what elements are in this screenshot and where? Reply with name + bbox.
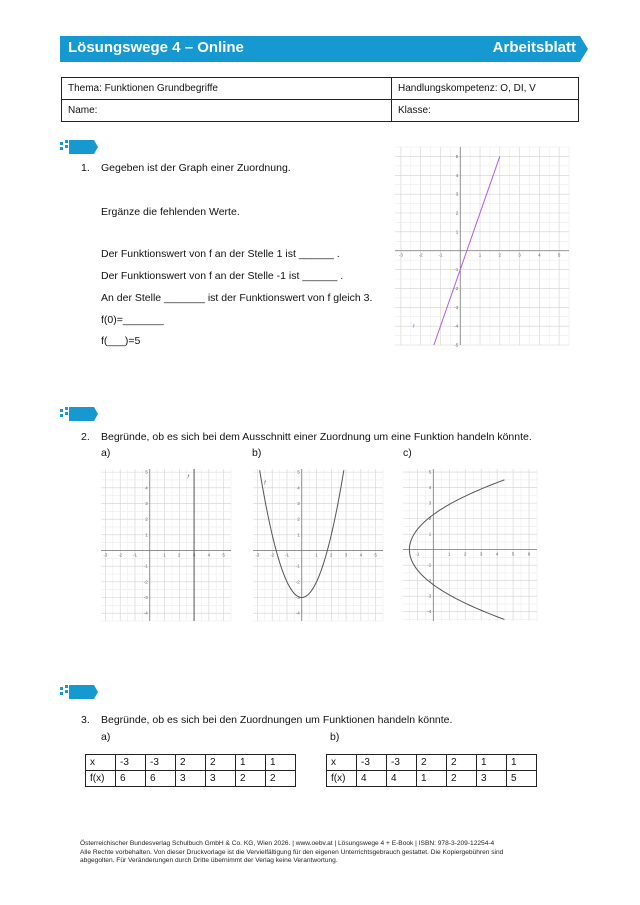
table-cell: 6 [116,771,146,787]
tick-label: 2 [463,551,467,557]
tick-label: 2 [178,552,181,558]
footer [80,840,560,866]
tick-label: -2 [427,578,432,584]
tick-label: 2 [145,516,148,522]
tick-label: 4 [297,485,300,491]
tick-label: 5 [222,552,225,558]
table-cell: 2 [417,755,447,771]
tick-label: 5 [428,469,432,475]
tick-label: 2 [297,516,300,522]
tick-label: -1 [284,552,289,558]
tick-label: 4 [495,551,499,557]
tick-label: 6 [527,551,531,557]
tick-label: -5 [454,342,459,348]
grid [101,469,231,621]
tick-label: 5 [511,551,515,557]
tick-label: -1 [454,267,459,273]
table-row [327,771,537,787]
task-2-graph-a [98,466,234,624]
table-cell: 4 [387,771,417,787]
tick-label: 4 [207,552,211,558]
task-1-graph [392,144,572,348]
table-cell: 3 [176,771,206,787]
task-2-label-c: c) [403,447,412,459]
tick-label: 2 [428,516,432,522]
tick-label: -1 [415,551,420,557]
table-cell: 1 [236,755,266,771]
table-cell: 1 [266,755,296,771]
curve-label: f [412,324,415,331]
tick-label: 1 [478,252,482,258]
tick-label: -3 [295,594,300,600]
tick-label: -4 [454,323,459,329]
table-cell: 3 [477,771,507,787]
tick-label: 5 [557,252,561,258]
tick-label: -2 [454,285,459,291]
task-2-graph-b [250,466,386,624]
tick-label: 1 [455,229,459,235]
tick-label: -4 [295,610,300,616]
table-cell: 1 [477,755,507,771]
task-1-line-3: An der Stelle _______ ist der Funktionswert von f gleich 3. [101,292,373,304]
tick-label: -3 [103,552,108,558]
tick-label: -2 [295,579,300,585]
table-cell: 1 [507,755,537,771]
section-marker-2 [60,407,98,421]
competence-cell: Handlungskompetenz: O, DI, V [392,78,579,100]
task-1-line-2: Der Funktionswert von f an der Stelle -1 ist ______ . [101,270,344,282]
tick-label: -3 [143,594,148,600]
tick-label: 3 [518,252,521,258]
name-field[interactable]: Name: [62,100,392,122]
tick-label: 3 [344,552,348,558]
tick-label: 5 [374,552,377,558]
table-cell: 3 [206,771,236,787]
tick-label: 3 [192,552,196,558]
tick-label: 4 [145,485,148,491]
tick-label: 1 [315,552,318,558]
tick-label: 3 [455,191,459,197]
tick-label: -3 [398,252,403,258]
tick-label: -1 [427,562,432,568]
table-row [86,755,296,771]
grid [395,147,569,345]
tick-label: -1 [438,252,443,258]
table-cell: 5 [507,771,537,787]
table-cell: 4 [357,771,387,787]
tick-label: -3 [255,552,260,558]
tick-label: 4 [428,485,432,491]
tick-label: -4 [427,609,432,615]
task-1-line-4: f(0)=_______ [101,314,164,326]
info-table [61,77,579,122]
tick-label: 5 [455,153,459,159]
task-1-number: 1. [81,162,90,174]
task-3-label-a: a) [101,731,111,743]
task-2-number: 2. [81,431,90,443]
footer-line-1: Österreichischer Bundesverlag Schulbuch GmbH & Co. KG, Wien 2026. | www.oebv.at | Lösungswege 4 + E-Book | ISBN: 978-3-209-12254-4 [80,840,495,847]
tick-label: 3 [297,500,300,506]
table-row [327,755,537,771]
tick-label: -2 [418,252,423,258]
task-1-line-5: f(___)=5 [101,335,141,347]
tick-label: 4 [455,172,459,178]
table-cell: -3 [357,755,387,771]
tick-label: -3 [454,304,459,310]
tick-label: -1 [143,563,148,569]
tick-label: 5 [145,469,148,475]
table-cell: -3 [146,755,176,771]
table-row [86,771,296,787]
table-cell: 2 [176,755,206,771]
task-2-text: Begründe, ob es sich bei dem Ausschnitt einer Zuordnung um eine Funktion handeln könnte. [101,431,532,443]
tick-label: -3 [427,593,432,599]
tick-label: 3 [428,500,432,506]
table-cell: 2 [447,771,477,787]
tick-label: 5 [297,469,300,475]
table-cell: 6 [146,771,176,787]
tick-label: 4 [538,252,541,258]
tick-label: 3 [145,500,148,506]
class-field[interactable]: Klasse: [392,100,579,122]
tick-label: 1 [297,532,300,538]
task-1-text: Gegeben ist der Graph einer Zuordnung. [101,162,291,174]
task-3-number: 3. [81,714,90,726]
tick-label: 2 [498,252,502,258]
tick-label: -2 [270,552,275,558]
table-cell: -3 [387,755,417,771]
tick-label: 1 [163,552,166,558]
tick-label: 2 [455,210,459,216]
tick-label: -1 [132,552,137,558]
tick-label: 1 [448,551,451,557]
table-cell: 2 [266,771,296,787]
table-cell: 2 [206,755,236,771]
task-1-instruction: Ergänze die fehlenden Werte. [101,206,240,218]
section-marker-3 [60,685,98,699]
header-banner [60,36,588,62]
task-2-label-a: a) [101,447,111,459]
tick-label: 4 [359,552,363,558]
tick-label: 3 [479,551,483,557]
tick-label: -2 [118,552,123,558]
task-3-label-b: b) [330,731,340,743]
sheet-type: Arbeitsblatt [492,39,576,56]
table-cell: 1 [417,771,447,787]
table-cell: 2 [447,755,477,771]
tick-label: 1 [428,531,432,537]
table-a-fx-header: f(x) [86,771,116,787]
table-a-x-header: x [86,755,116,771]
section-marker-1 [60,140,98,154]
table-cell: -3 [116,755,146,771]
topic-cell: Thema: Funktionen Grundbegriffe [62,78,392,100]
book-title: Lösungswege 4 – Online [68,39,244,56]
table-b-x-header: x [327,755,357,771]
curve-label: f [264,480,266,487]
tick-label: 2 [330,552,333,558]
task-2-label-b: b) [252,447,262,459]
footer-line-2: Alle Rechte vorbehalten. Von dieser Druckvorlage ist die Vervielfältigung für den eigenen Unterrichtsgebrauch gestattet. Die Kopiergebühren sind [80,848,504,856]
tick-label: 1 [145,532,148,538]
curve-label: f [187,474,189,481]
task-3-text: Begründe, ob es sich bei den Zuordnungen um Funktionen handeln könnte. [101,714,453,726]
table-b-fx-header: f(x) [327,771,357,787]
table-cell: 2 [236,771,266,787]
footer-line-3: abgegolten. Für Veränderungen durch Dritte übernimmt der Verlag keine Verantwortung. [80,857,338,865]
grid [253,469,383,621]
task-2-graph-c [400,466,540,624]
task-1-line-1: Der Funktionswert von f an der Stelle 1 ist ______ . [101,248,340,260]
value-table-a [85,754,296,787]
tick-label: -4 [143,610,148,616]
value-table-b [326,754,537,787]
tick-label: -1 [295,563,300,569]
tick-label: -2 [143,579,148,585]
grid [403,469,537,621]
